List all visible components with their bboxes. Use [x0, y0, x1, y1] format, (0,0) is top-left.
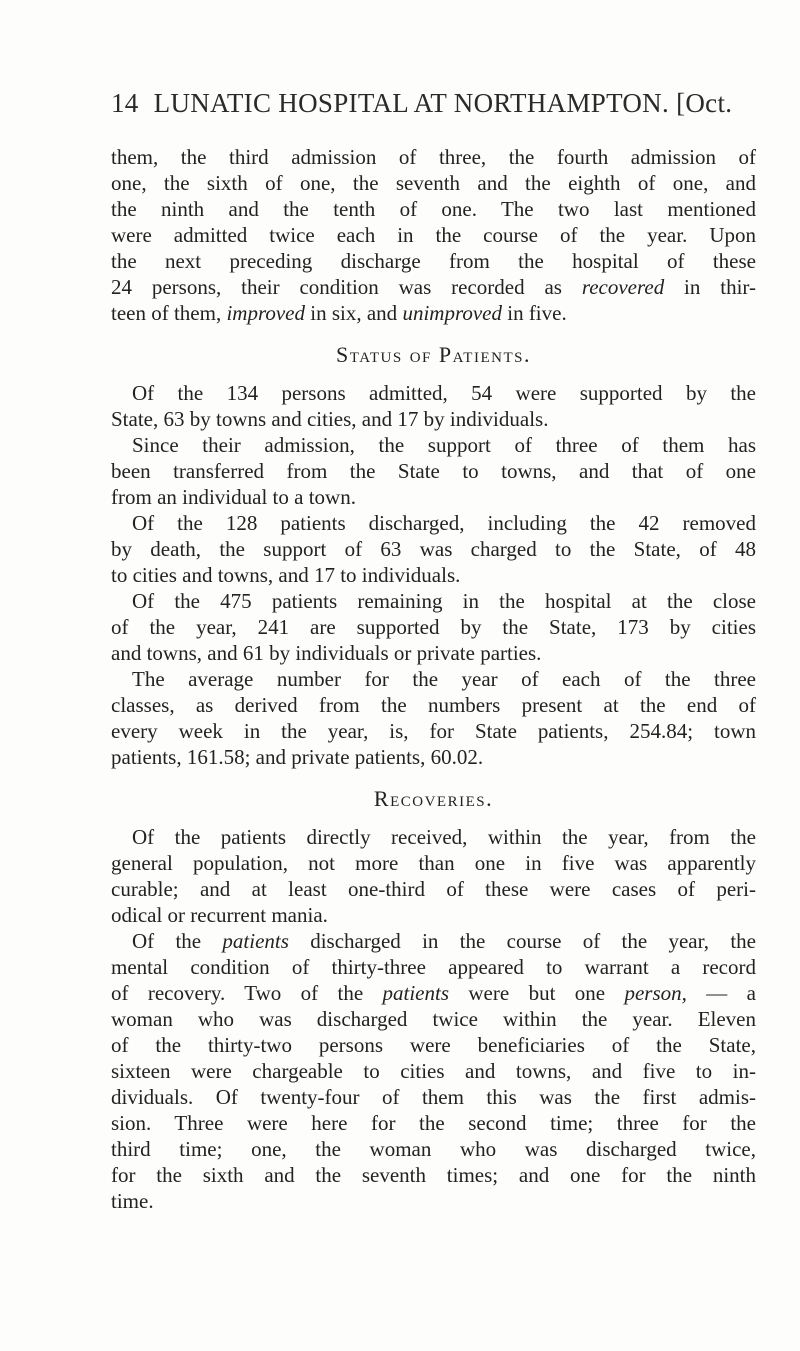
text-run: teen of them,: [111, 301, 227, 325]
text-line: by death, the support of 63 was charged to the State, of 48: [111, 537, 756, 561]
text-line: for the sixth and the seventh times; and one for the ninth: [111, 1163, 756, 1187]
italic-improved: improved: [226, 301, 306, 325]
text-line: the ninth and the tenth of one. The two last mentioned: [111, 197, 756, 221]
text-line: The average number for the year of each of the three: [132, 667, 756, 691]
text-line: classes, as derived from the numbers present at the end of: [111, 693, 756, 717]
text-line: [111, 300, 756, 326]
text-line: them, the third admission of three, the fourth admission of: [111, 145, 756, 169]
text-line: one, the sixth of one, the seventh and the eighth of one, and: [111, 171, 756, 195]
running-head: [111, 88, 761, 119]
text-line: mental condition of thirty-three appeared to warrant a record: [111, 955, 756, 979]
italic-unimproved: unimproved: [402, 301, 502, 325]
italic-recovered: recovered: [581, 275, 665, 299]
text-run: were but one: [449, 981, 625, 1005]
text-line: been transferred from the State to towns, and that of one: [111, 459, 756, 483]
text-line: were admitted twice each in the course of the year. Upon: [111, 223, 756, 247]
italic-patients: patients: [222, 929, 289, 953]
text-line: [111, 274, 756, 300]
text-run: in six, and: [305, 301, 403, 325]
section-heading-recoveries: Recoveries.: [373, 786, 494, 811]
text-line: State, 63 by towns and cities, and 17 by individuals.: [111, 407, 549, 431]
text-line: [111, 928, 756, 954]
section-heading-status: Status of Patients.: [336, 342, 531, 367]
text-line: Of the 134 persons admitted, 54 were supported by the: [132, 381, 756, 405]
page-number: 14: [111, 88, 139, 118]
text-line: Of the 128 patients discharged, including the 42 removed: [132, 511, 756, 535]
running-title: LUNATIC HOSPITAL AT NORTHAMPTON.: [153, 88, 670, 118]
italic-person: person,: [624, 981, 687, 1005]
date-mark: [Oct.: [676, 88, 733, 118]
text-line: Of the patients directly received, within the year, from the: [132, 825, 756, 849]
text-run: in thir-: [664, 275, 756, 299]
text-line: every week in the year, is, for State patients, 254.84; town: [111, 719, 756, 743]
text-line: third time; one, the woman who was discharged twice,: [111, 1137, 756, 1161]
text-run: — a: [686, 981, 756, 1005]
text-line: woman who was discharged twice within the year. Eleven: [111, 1007, 756, 1031]
text-line: sion. Three were here for the second time; three for the: [111, 1111, 756, 1135]
text-line: time.: [111, 1189, 154, 1213]
text-line: Since their admission, the support of three of them has: [132, 433, 756, 457]
text-line: from an individual to a town.: [111, 485, 356, 509]
text-line: of the thirty-two persons were beneficiaries of the State,: [111, 1033, 756, 1057]
text-line: and towns, and 61 by individuals or private parties.: [111, 641, 542, 665]
body-text: [111, 144, 756, 1214]
text-line: curable; and at least one-third of these were cases of peri-: [111, 877, 756, 901]
text-run: of recovery. Two of the: [111, 981, 383, 1005]
text-line: odical or recurrent mania.: [111, 903, 328, 927]
text-line: patients, 161.58; and private patients, 60.02.: [111, 745, 484, 769]
text-line: Of the 475 patients remaining in the hospital at the close: [132, 589, 756, 613]
text-line: general population, not more than one in five was apparently: [111, 851, 756, 875]
text-run: 24 persons, their condition was recorded as: [111, 275, 582, 299]
text-line: of the year, 241 are supported by the State, 173 by cities: [111, 615, 756, 639]
text-line: to cities and towns, and 17 to individuals.: [111, 563, 461, 587]
italic-patients: patients: [382, 981, 450, 1005]
text-line: the next preceding discharge from the hospital of these: [111, 249, 756, 273]
text-line: sixteen were chargeable to cities and towns, and five to in-: [111, 1059, 756, 1083]
text-line: dividuals. Of twenty-four of them this was the first admis-: [111, 1085, 756, 1109]
text-line: [111, 980, 756, 1006]
text-run: discharged in the course of the year, the: [288, 929, 756, 953]
text-run: in five.: [501, 301, 567, 325]
text-run: Of the: [132, 929, 223, 953]
